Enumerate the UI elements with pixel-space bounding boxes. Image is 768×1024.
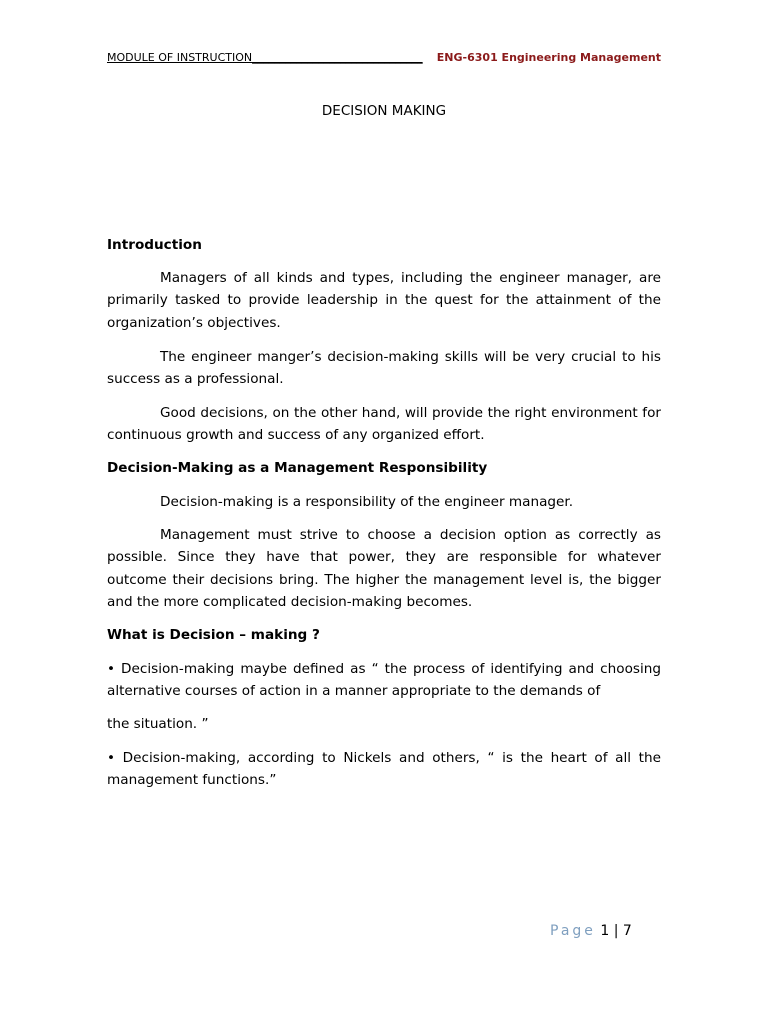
header-course-title: ENG-6301 Engineering Management	[436, 51, 661, 64]
intro-paragraph-1: Managers of all kinds and types, including the engineer manager, are primarily tasked to provide leadership in the quest for the attainment of the organization’s objectives.	[107, 270, 661, 331]
responsibility-paragraph-1: Decision-making is a responsibility of the engineer manager.	[160, 494, 574, 510]
heading-definition: What is Decision – making ?	[107, 627, 320, 643]
definition-bullet-1: • Decision-making maybe defined as “ the process of identifying and choosing alternative courses of action in a manner appropriate to the demands of	[107, 661, 661, 700]
definition-bullet-1-continuation: the situation. ”	[107, 716, 209, 732]
footer-page-number: 1	[600, 923, 610, 939]
footer-page-label: Page	[550, 923, 596, 939]
intro-paragraph-3: Good decisions, on the other hand, will provide the right environment for continuous growth and success of any organized effort.	[107, 405, 661, 444]
header-module-label: MODULE OF INSTRUCTION_______________________________	[107, 51, 423, 64]
footer-separator: |	[609, 923, 623, 939]
document-title: DECISION MAKING	[321, 103, 447, 119]
footer-total-pages: 7	[622, 923, 632, 939]
heading-responsibility: Decision-Making as a Management Responsibility	[107, 460, 488, 476]
page-footer	[550, 921, 632, 941]
definition-bullet-2: • Decision-making, according to Nickels and others, “ is the heart of all the management functions.”	[107, 750, 661, 789]
heading-introduction: Introduction	[107, 237, 202, 253]
page-header	[107, 51, 661, 67]
responsibility-paragraph-2: Management must strive to choose a decision option as correctly as possible. Since they have that power, they are responsible for whatever outcome their decisions bring. The higher the management level is, the bigger and the more complicated decision-making becomes.	[107, 527, 661, 611]
intro-paragraph-2: The engineer manger’s decision-making skills will be very crucial to his success as a professional.	[107, 349, 661, 388]
